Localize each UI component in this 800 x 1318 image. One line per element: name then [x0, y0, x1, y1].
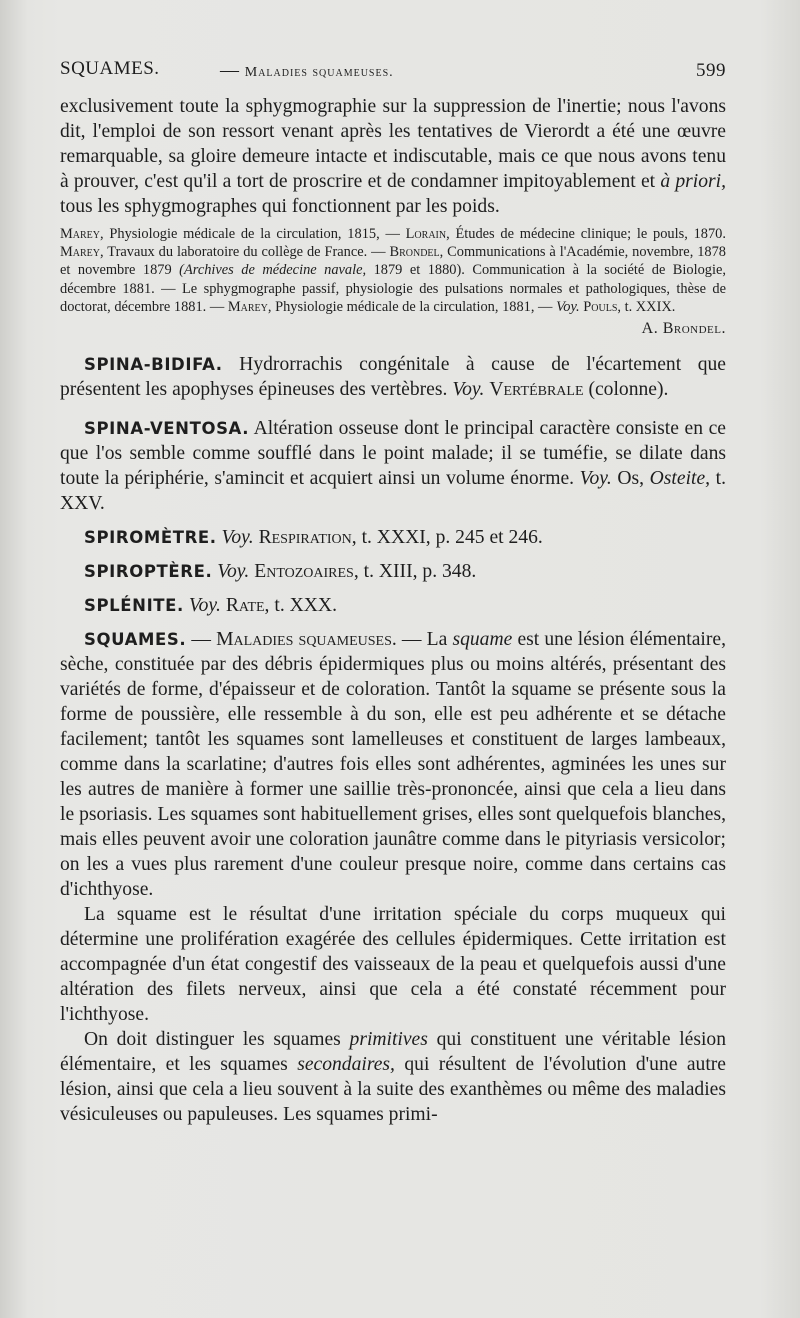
entry-end: t. XIII, p. 348.	[363, 561, 477, 583]
author-signature: A. Brondel.	[641, 320, 726, 338]
squames-paragraph-2: La squame est le résultat d'une irritation spéciale du corps muqueux qui détermine une prolifération exagérée des cellules épidermiques. Cette irritation est accompagnée d'un état congestif des vaisseaux de la peau et quelquefois aussi d'une altération des filets nerveux, ainsi que cela a été constaté récemment pour l'ichthyose.	[60, 904, 726, 1026]
entry-term: SPIROMÈTRE.	[84, 528, 217, 548]
entry-ref: Respiration,	[258, 527, 357, 549]
intro-italic: à priori,	[660, 171, 726, 192]
entry-italic: squame	[452, 629, 513, 651]
p3-italic: secondaires,	[297, 1054, 395, 1076]
page-number: 599	[696, 60, 726, 81]
bibliography	[60, 225, 726, 316]
entry-end: t. XXV.	[60, 468, 726, 515]
bib-text: t. XXIX.	[624, 298, 676, 315]
entry-sep: —	[191, 629, 211, 651]
entry-voy: Voy.	[217, 561, 250, 583]
squames-paragraph-3	[60, 1027, 726, 1127]
entry-term: SPINA-BIDIFA.	[84, 355, 223, 375]
bib-author: Marey,	[60, 226, 104, 242]
entry-spirometre	[60, 525, 726, 550]
entry-term: SQUAMES.	[84, 630, 187, 650]
bib-author: Brondel,	[389, 244, 444, 261]
entry-squames	[60, 627, 726, 902]
entry-term: SPINA-VENTOSA.	[84, 419, 250, 439]
entry-sep2: — La	[401, 629, 448, 651]
entry-text: Hydrorrachis congénitale à cause de l'écartement que présentent les apophyses épineuses des vertèbres.	[60, 354, 726, 401]
entry-end: (colonne).	[588, 379, 669, 401]
intro-end: tous les sphygmographes qui fonctionnent par les poids.	[60, 196, 500, 217]
bib-text: Communications à l'Académie, novembre, 1878 et novembre 1879	[60, 244, 726, 279]
entry-ref-italic: Osteite,	[649, 468, 711, 490]
bib-author: Marey,	[227, 298, 272, 315]
p3-text: qui constituent une véritable lésion élémentaire, et les squames	[60, 1029, 727, 1076]
entry-spiroptere	[60, 559, 726, 584]
running-subtitle	[220, 60, 394, 82]
running-header	[60, 58, 726, 86]
entry-spina-bifida	[60, 352, 726, 402]
entry-end: t. XXXI, p. 245 et 246.	[361, 527, 543, 549]
entry-voy: Voy.	[579, 468, 612, 490]
bib-ref: Pouls,	[583, 298, 621, 315]
bib-text: Physiologie médicale de la circulation, 1881, —	[275, 298, 553, 315]
entry-ref: Rate,	[225, 595, 270, 617]
entry-subtitle: Maladies squameuses.	[216, 629, 397, 651]
entry-text: est une lésion élémentaire, sèche, constituée par des débris épidermiques plus ou moins altérés, présentant des variétés de forme, d'épaisseur et de coloration. Tantôt la squame se présente sous la forme de poussière, elle ressemble à du son, elle est peu adhérente et se détache facilement; tantôt les squames sont lamelleuses et constituent de larges lambeaux, comme dans la scarlatine; d'autres fois elles sont adhérentes, agminées les unes sur les autres de manière à former une saillie très-prononcée, ainsi que cela a lieu dans le psoriasis. Les squames sont habituellement grises, elles sont quelquefois blanches, mais elles peuvent avoir une coloration jaunâtre comme dans le pityriasis versicolor; on les a vues plus rarement d'une couleur presque noire, comme dans certains cas d'ichthyose.	[60, 629, 726, 901]
page-body	[60, 94, 726, 1127]
entry-term: SPLÉNITE.	[84, 596, 184, 616]
entry-spina-ventosa	[60, 416, 726, 516]
p3-text: On doit distinguer les squames	[84, 1029, 341, 1051]
bib-author: Marey,	[60, 244, 104, 261]
p3-italic: primitives	[349, 1029, 428, 1051]
bib-voy: Voy.	[556, 298, 580, 315]
header-dash: —	[220, 60, 240, 81]
entry-end: t. XXX.	[274, 595, 337, 617]
intro-paragraph	[60, 94, 726, 219]
bib-text: Physiologie médicale de la circulation, 1815, —	[109, 226, 400, 242]
bib-text: 1879 et 1880). Communication à la société de Biologie, décembre 1881. — Le sphygmographe passif, physiologie des pulsations normales et pathologiques, thèse de doctorat, décembre 1881. —	[60, 262, 726, 315]
header-subtitle: Maladies squameuses.	[244, 65, 394, 80]
entry-term: SPIROPTÈRE.	[84, 562, 213, 582]
entry-ref: Entozoaires,	[254, 561, 359, 583]
bib-text: Études de médecine clinique; le pouls, 1870.	[455, 226, 726, 242]
bib-author: Lorain,	[405, 226, 450, 242]
entry-ref: Os,	[617, 468, 645, 490]
bib-journal: (Archives de médecine navale,	[179, 262, 367, 279]
intro-text: exclusivement toute la sphygmographie sur la suppression de l'inertie; nous l'avons dit, l'emploi de son ressort venant après les tentatives de Vierordt a été une œuvre remarquable, sa gloire demeure intacte et indiscutable, mais ce que nous avons tenu à prouver, c'est qu'il a tort de proscrire et de condamner impitoyablement et	[60, 96, 726, 192]
entry-voy: Voy.	[452, 379, 485, 401]
entry-splenite	[60, 593, 726, 618]
entry-text: Altération osseuse dont le principal caractère consiste en ce que l'os semble comme soufflé dans le point malade; il se tuméfie, se dilate dans toute la périphérie, s'amincit et acquiert ainsi un volume énorme.	[60, 418, 726, 490]
p3-text: qui résultent de l'évolution d'une autre lésion, ainsi que cela a lieu souvent à la suite des exanthèmes ou même des maladies vésiculeuses ou papuleuses. Les squames primi-	[60, 1054, 727, 1126]
entry-voy: Voy.	[188, 595, 221, 617]
entry-voy: Voy.	[221, 527, 254, 549]
bib-text: Travaux du laboratoire du collège de France. —	[107, 244, 386, 261]
running-title: SQUAMES.	[60, 58, 160, 79]
entry-ref: Vertébrale	[489, 379, 584, 401]
